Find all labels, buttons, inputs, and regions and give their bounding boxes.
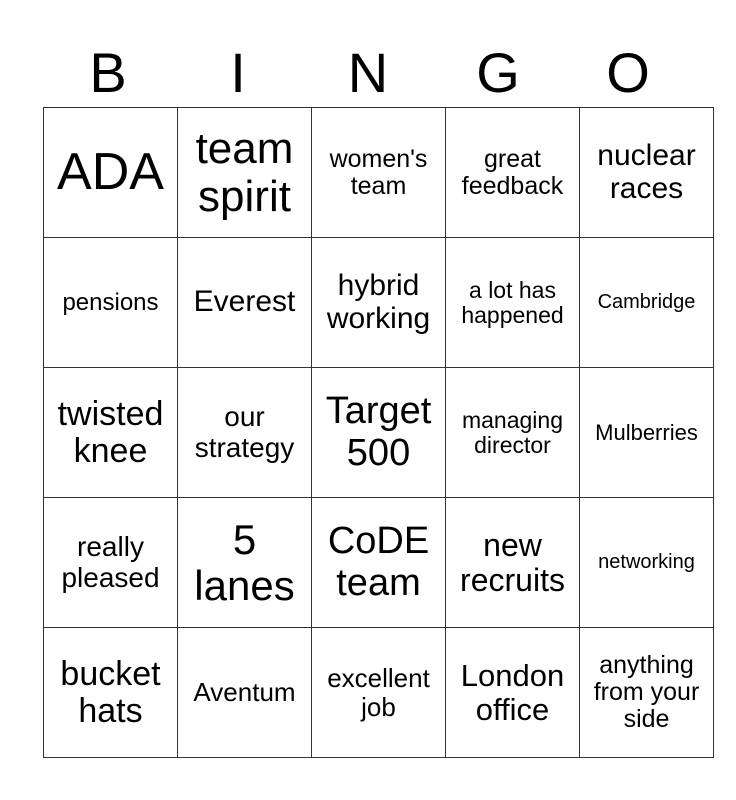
header-letter-b: B [89, 41, 127, 104]
bingo-cell[interactable]: London office [446, 628, 580, 758]
bingo-cell[interactable]: pensions [44, 238, 178, 368]
bingo-cell[interactable]: women's team [312, 108, 446, 238]
bingo-cell[interactable]: nuclear races [580, 108, 714, 238]
bingo-cell[interactable]: great feedback [446, 108, 580, 238]
header-letter-g: G [476, 41, 520, 104]
bingo-cell[interactable]: team spirit [178, 108, 312, 238]
bingo-cell[interactable]: Aventum [178, 628, 312, 758]
board-row [44, 628, 714, 758]
bingo-cell[interactable]: a lot has happened [446, 238, 580, 368]
bingo-cell[interactable]: 5 lanes [178, 498, 312, 628]
bingo-cell[interactable]: new recruits [446, 498, 580, 628]
bingo-cell[interactable]: twisted knee [44, 368, 178, 498]
bingo-cell[interactable]: Cambridge [580, 238, 714, 368]
bingo-cell[interactable]: anything from your side [580, 628, 714, 758]
bingo-cell[interactable]: Mulberries [580, 368, 714, 498]
bingo-cell[interactable]: hybrid working [312, 238, 446, 368]
header-letter-i: I [230, 41, 246, 104]
bingo-cell[interactable]: really pleased [44, 498, 178, 628]
bingo-cell[interactable]: networking [580, 498, 714, 628]
header-letter-o: O [606, 41, 650, 104]
bingo-cell[interactable]: Everest [178, 238, 312, 368]
bingo-cell[interactable]: Target 500 [312, 368, 446, 498]
board-row [44, 108, 714, 238]
bingo-cell[interactable]: CoDE team [312, 498, 446, 628]
bingo-cell[interactable]: ADA [44, 108, 178, 238]
header-letter-n: N [347, 41, 389, 104]
board-row [44, 368, 714, 498]
bingo-cell[interactable]: managing director [446, 368, 580, 498]
bingo-board [43, 107, 714, 758]
bingo-cell[interactable]: our strategy [178, 368, 312, 498]
bingo-cell[interactable]: bucket hats [44, 628, 178, 758]
board-row [44, 498, 714, 628]
board-row [44, 238, 714, 368]
bingo-header [43, 40, 693, 106]
bingo-cell[interactable]: excellent job [312, 628, 446, 758]
